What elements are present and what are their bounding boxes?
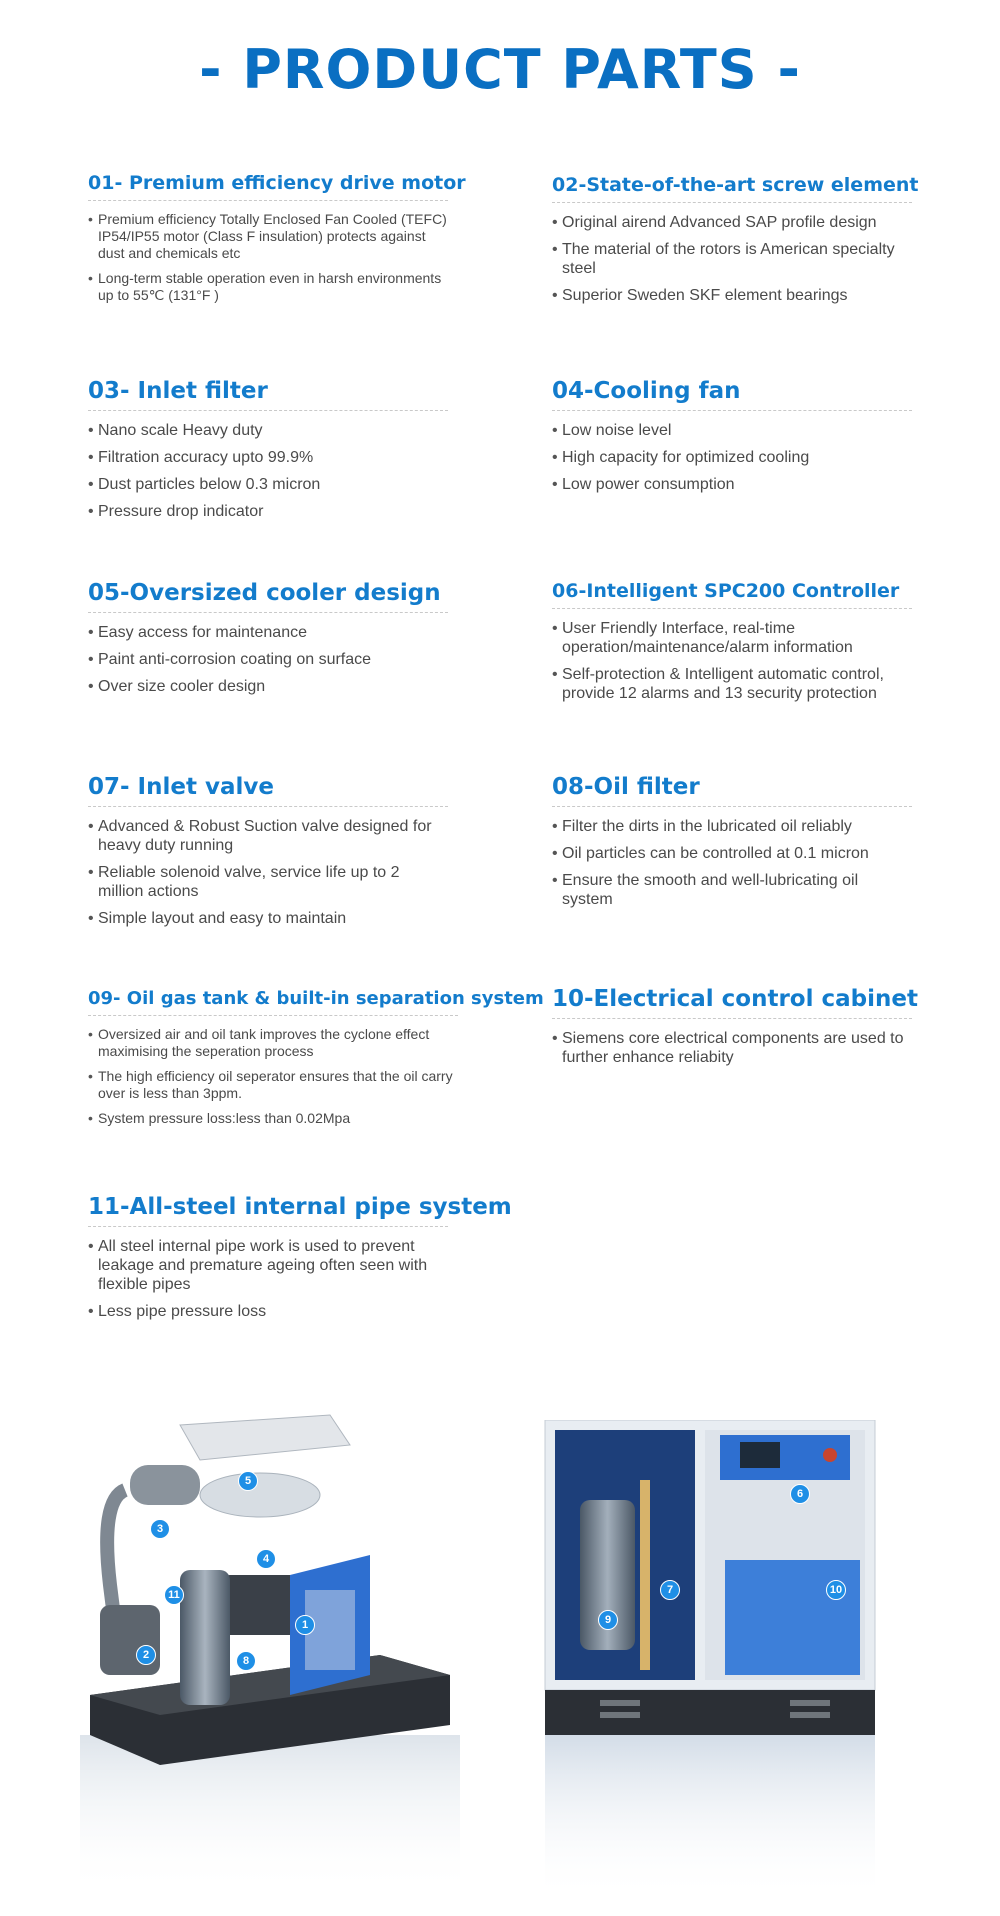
part-marker: 8 <box>236 1651 256 1671</box>
list-item: • Less pipe pressure loss <box>88 1302 448 1321</box>
cooler-part <box>180 1415 350 1460</box>
list-item: • Ensure the smooth and well-lubricating oil system <box>552 871 912 909</box>
section-title: 07- Inlet valve <box>88 774 448 807</box>
part-marker: 3 <box>150 1519 170 1539</box>
section-title: 11-All-steel internal pipe system <box>88 1194 448 1227</box>
vertical-pipe <box>640 1480 650 1670</box>
list-item: • Dust particles below 0.3 micron <box>88 475 448 494</box>
list-item: • Advanced & Robust Suction valve designed for heavy duty running <box>88 817 448 855</box>
section-title: 03- Inlet filter <box>88 378 448 411</box>
list-item: • Over size cooler design <box>88 677 448 696</box>
list-item: • Oil particles can be controlled at 0.1 micron <box>552 844 912 863</box>
list-item: • Filter the dirts in the lubricated oil reliably <box>552 817 912 836</box>
list-item: • Superior Sweden SKF element bearings <box>552 286 912 305</box>
list-item: • The high efficiency oil seperator ensures that the oil carry over is less than 3ppm. <box>88 1068 458 1102</box>
list-item: • Reliable solenoid valve, service life up to 2 million actions <box>88 863 448 901</box>
part-marker: 6 <box>790 1484 810 1504</box>
list-item: • Simple layout and easy to maintain <box>88 909 448 928</box>
section-title: 06-Intelligent SPC200 Controller <box>552 580 912 609</box>
part-marker: 11 <box>164 1585 184 1605</box>
motor-part <box>220 1575 300 1635</box>
controller-screen <box>740 1442 780 1468</box>
tank-part <box>180 1570 230 1705</box>
cabinet-compressor-illustration <box>540 1420 880 1900</box>
section-pipe-system <box>88 1194 512 1329</box>
section-title: 10-Electrical control cabinet <box>552 986 912 1019</box>
list-item: • Easy access for maintenance <box>88 623 448 642</box>
list-item: • High capacity for optimized cooling <box>552 448 912 467</box>
base-slot <box>600 1712 640 1718</box>
list-item: • Oversized air and oil tank improves the cyclone effect maximising the seperation process <box>88 1026 458 1060</box>
list-item: • Self-protection & Intelligent automatic control, provide 12 alarms and 13 security protection <box>552 665 912 703</box>
section-title: 04-Cooling fan <box>552 378 912 411</box>
electrical-panel <box>725 1560 860 1675</box>
part-marker: 5 <box>238 1471 258 1491</box>
section-oil-gas-tank <box>88 988 544 1135</box>
section-inlet-filter <box>88 378 448 529</box>
list-item: • Siemens core electrical components are used to further enhance reliabity <box>552 1029 912 1067</box>
list-item: • Long-term stable operation even in harsh environments up to 55℃ (131°F ) <box>88 270 448 304</box>
list-item: • User Friendly Interface, real-time operation/maintenance/alarm information <box>552 619 912 657</box>
base-reflection <box>80 1735 460 1895</box>
list-item: • Filtration accuracy upto 99.9% <box>88 448 448 467</box>
part-marker: 9 <box>598 1610 618 1630</box>
inlet-filter-part <box>130 1465 200 1505</box>
list-item: • Original airend Advanced SAP profile design <box>552 213 912 232</box>
exploded-compressor-illustration <box>80 1405 460 1895</box>
page-title: - PRODUCT PARTS - <box>199 38 801 101</box>
part-marker: 2 <box>136 1645 156 1665</box>
part-marker: 7 <box>660 1580 680 1600</box>
section-title: 05-Oversized cooler design <box>88 580 448 613</box>
section-screw-element <box>552 174 919 313</box>
list-item: • Nano scale Heavy duty <box>88 421 448 440</box>
fan-part <box>200 1473 320 1517</box>
list-item: • The material of the rotors is American specialty steel <box>552 240 912 278</box>
list-item: • System pressure loss:less than 0.02Mpa <box>88 1110 458 1127</box>
page-header <box>0 38 1000 101</box>
section-title: 09- Oil gas tank & built-in separation system <box>88 988 458 1016</box>
base-slot <box>600 1700 640 1706</box>
base-slot <box>790 1700 830 1706</box>
list-item: • All steel internal pipe work is used to prevent leakage and premature ageing often seen with flexible pipes <box>88 1237 448 1294</box>
list-item: • Pressure drop indicator <box>88 502 448 521</box>
list-item: • Premium efficiency Totally Enclosed Fan Cooled (TEFC) IP54/IP55 motor (Class F insulation) protects against dust and chemicals etc <box>88 211 448 262</box>
part-marker: 10 <box>826 1580 846 1600</box>
section-drive-motor <box>88 172 466 312</box>
section-title: 02-State-of-the-art screw element <box>552 174 912 203</box>
section-title: 01- Premium efficiency drive motor <box>88 172 448 201</box>
part-marker: 4 <box>256 1549 276 1569</box>
section-cooler-design <box>88 580 448 704</box>
base-slot <box>790 1712 830 1718</box>
compressor-cabinet-graphic <box>540 1420 880 1900</box>
list-item: • Low noise level <box>552 421 912 440</box>
section-oil-filter <box>552 774 912 917</box>
section-cooling-fan <box>552 378 912 502</box>
emergency-stop <box>823 1448 837 1462</box>
airend-part <box>100 1605 160 1675</box>
cabinet-reflection <box>545 1720 875 1900</box>
section-control-cabinet <box>552 986 918 1075</box>
list-item: • Paint anti-corrosion coating on surface <box>88 650 448 669</box>
list-item: • Low power consumption <box>552 475 912 494</box>
section-title: 08-Oil filter <box>552 774 912 807</box>
section-controller <box>552 580 912 711</box>
section-inlet-valve <box>88 774 448 936</box>
part-marker: 1 <box>295 1615 315 1635</box>
